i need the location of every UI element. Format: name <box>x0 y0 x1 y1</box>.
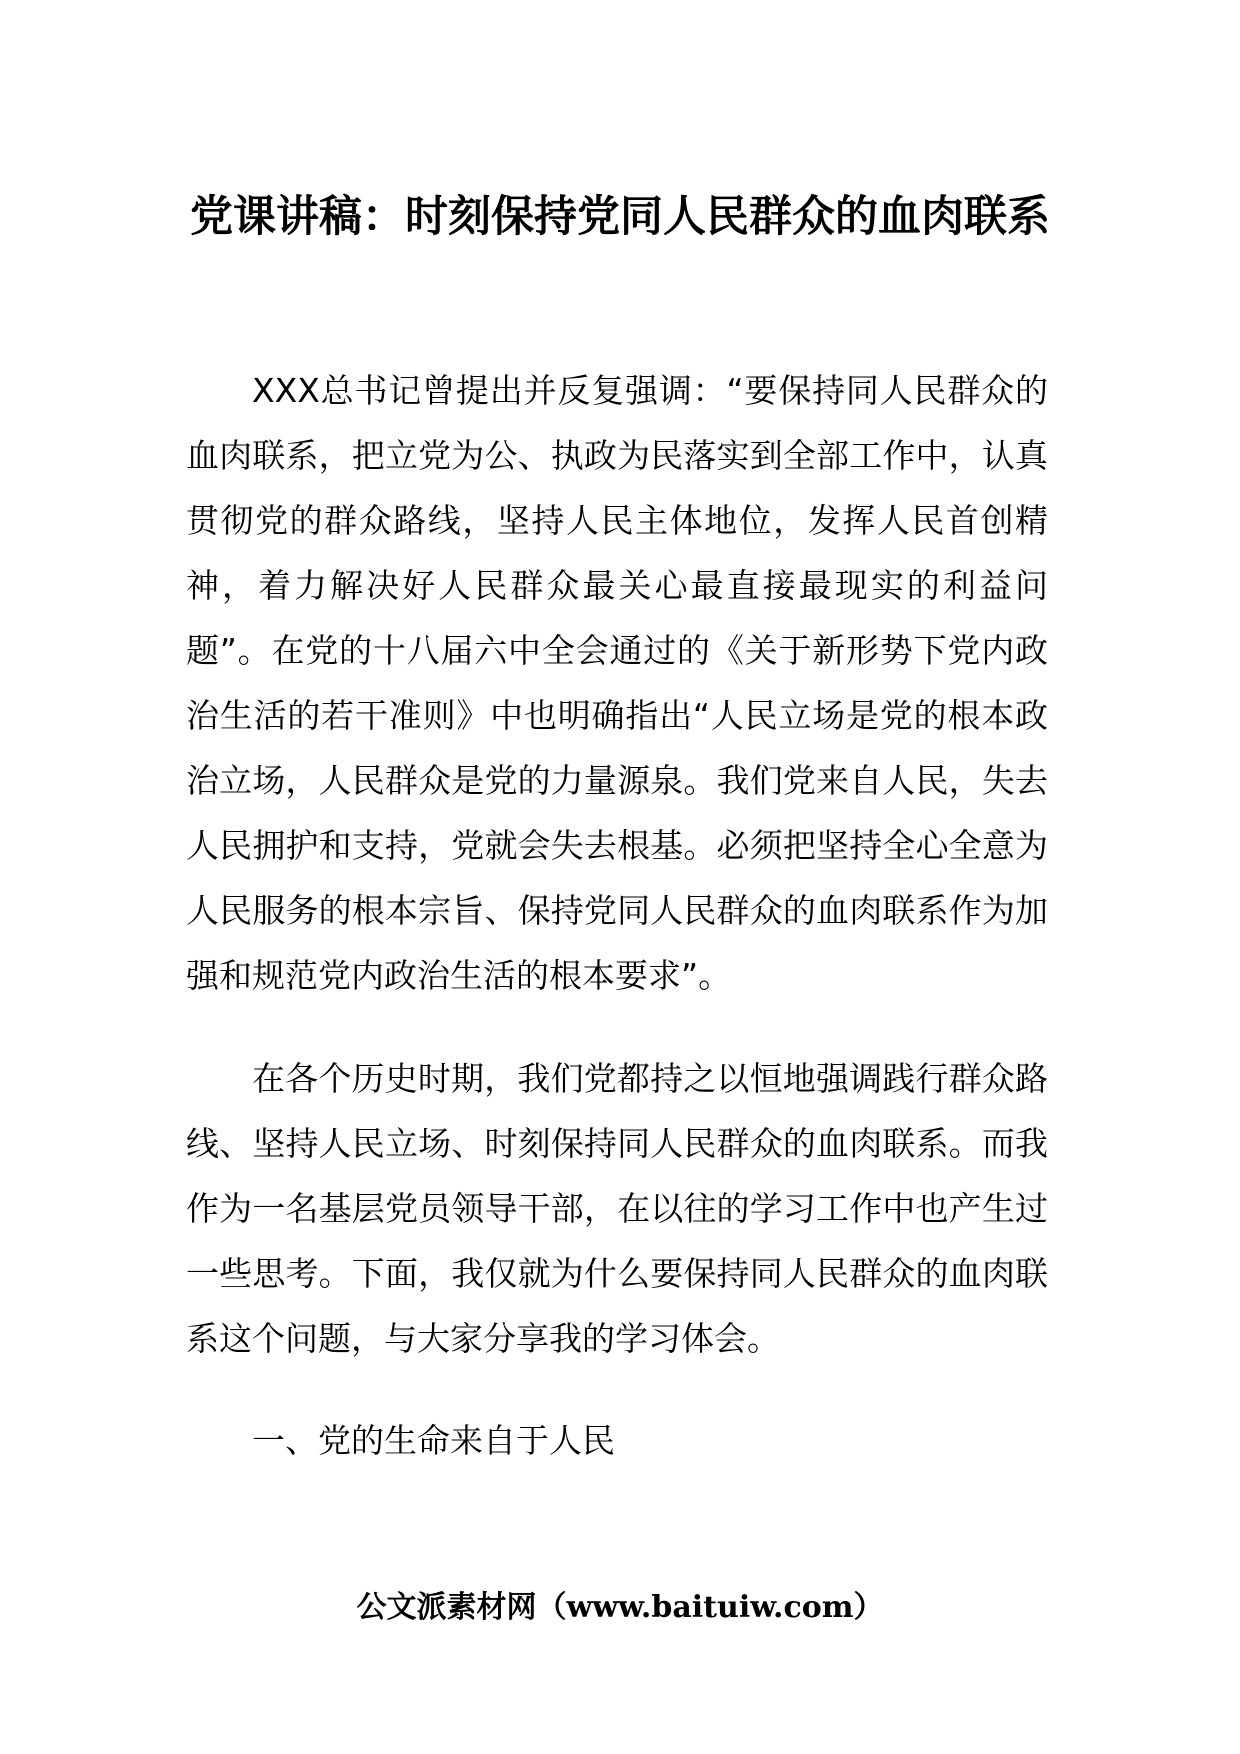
paragraph-2: 在各个历史时期，我们党都持之以恒地强调践行群众路线、坚持人民立场、时刻保持同人民群众的血肉联系。而我作为一名基层党员领导干部，在以往的学习工作中也产生过一些思考。下面，我仅就为什么要保持同人民群众的血肉联系这个问题，与大家分享我的学习体会。 <box>186 1059 1048 1358</box>
document-body <box>186 358 1048 1473</box>
footer-watermark: 公文派素材网（www.baituiw.com） <box>356 1590 884 1625</box>
section-heading: 一、党的生命来自于人民 <box>252 1421 615 1460</box>
document-title: 党课讲稿：时刻保持党同人民群众的血肉联系 <box>190 192 1050 242</box>
paragraph-1: XXX总书记曾提出并反复强调：“要保持同人民群众的血肉联系，把立党为公、执政为民落实到全部工作中，认真贯彻党的群众路线，坚持人民主体地位，发挥人民首创精神，着力解决好人民群众最关心最直接最现实的利益问题”。在党的十八届六中全会通过的《关于新形势下党内政治生活的若干准则》中也明确指出“人民立场是党的根本政治立场，人民群众是党的力量源泉。我们党来自人民，失去人民拥护和支持，党就会失去根基。必须把坚持全心全意为人民服务的根本宗旨、保持党同人民群众的血肉联系作为加强和规范党内政治生活的根本要求”。 <box>186 371 1048 995</box>
